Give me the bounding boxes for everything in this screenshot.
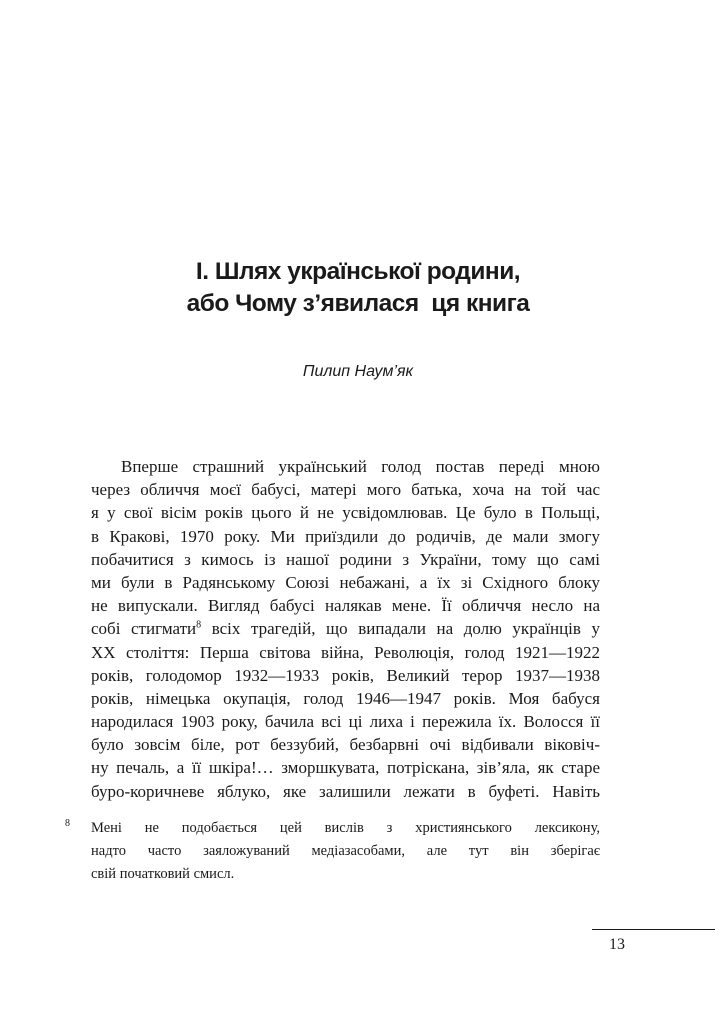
footnote-line: надто часто заяложуваний медіазасобами, але тут він зберігає — [91, 843, 600, 859]
body-line: я у свої вісім років цього й не усвідомлював. Це було в Польщі, — [91, 503, 600, 523]
footnote-line: Мені не подобається цей вислів з християнського лексикону, — [91, 820, 600, 836]
body-line: ХХ століття: Перша світова війна, Революція, голод 1921—1922 — [91, 642, 600, 662]
footnote-number: 8 — [65, 818, 70, 829]
body-line: народилася 1903 року, бачила всі ці лиха і пережила їх. Волосся її — [91, 712, 600, 732]
body-line: ми були в Радянському Союзі небажані, а їх зі Східного блоку — [91, 572, 600, 592]
body-line: побачитися з кимось із нашої родини з України, тому що самі — [91, 549, 600, 569]
body-line: ну печаль, а її шкіра!… зморшкувата, потріскана, зів’яла, як старе — [91, 758, 600, 778]
body-line: років, голодомор 1932—1933 років, Великий терор 1937—1938 — [91, 665, 600, 685]
body-line: не випускали. Вигляд бабусі налякав мене. Її обличчя несло на — [91, 596, 600, 616]
body-line-with-footnote — [91, 617, 600, 640]
footnote-reference[interactable]: 8 — [196, 619, 202, 631]
chapter-title — [0, 256, 716, 320]
body-line — [91, 455, 600, 478]
page-number-rule — [592, 929, 715, 930]
body-paragraph — [91, 455, 600, 803]
chapter-author: Пилип Наум’як — [302, 363, 414, 380]
body-line: в Кракові, 1970 року. Ми приїздили до родичів, де мали змогу — [91, 526, 600, 546]
body-line-part: всіх трагедій, що випадали на долю українців у — [211, 619, 600, 639]
body-line-part: собі стигмати — [91, 619, 197, 639]
chapter-title-line-1: І. Шлях української родини, — [195, 258, 521, 285]
footnote — [65, 817, 600, 886]
chapter-title-line-2: або Чому з’явилася ця книга — [186, 290, 530, 317]
footnote-line: свій початковий смисл. — [91, 866, 235, 882]
body-line-text: Вперше страшний український голод постав переді мною — [121, 457, 600, 476]
body-line: було зовсім біле, рот беззубий, безбарвні очі відбивали віковіч- — [91, 735, 600, 755]
body-line: років, німецька окупація, голод 1946—1947 років. Моя бабуся — [91, 688, 600, 708]
page-number: 13 — [609, 936, 625, 953]
body-line: через обличчя моєї бабусі, матері мого батька, хоча на той час — [91, 480, 600, 500]
body-line: буро-коричневе яблуко, яке залишили лежати в буфеті. Навіть — [91, 781, 600, 801]
